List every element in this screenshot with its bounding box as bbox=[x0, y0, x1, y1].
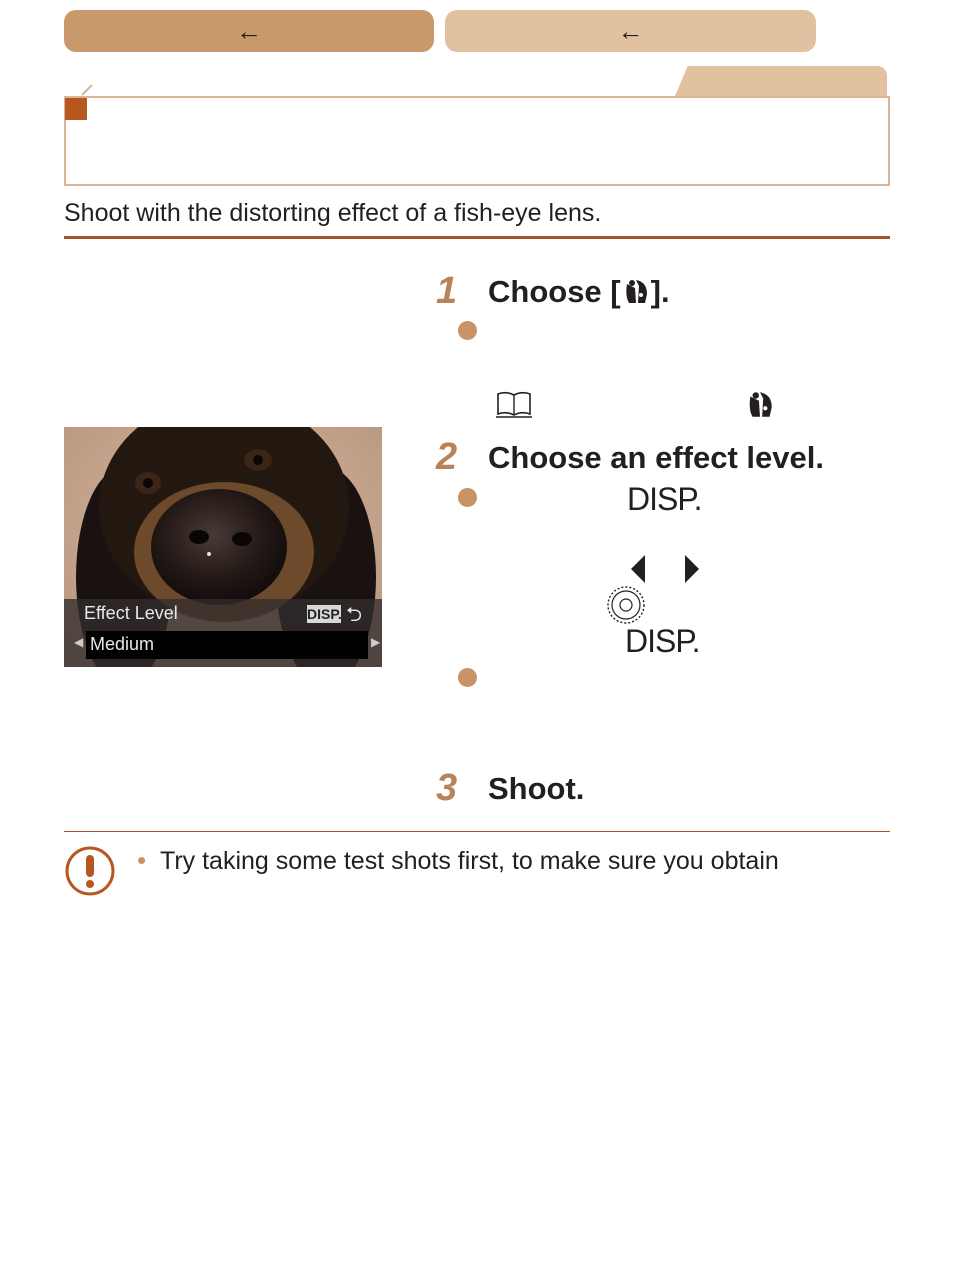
caution-icon bbox=[65, 846, 115, 896]
bullet-dot bbox=[458, 668, 477, 687]
section-title-box bbox=[64, 96, 890, 186]
disp-button-label: DISP. bbox=[627, 481, 702, 517]
caution-bullet: • bbox=[137, 845, 147, 875]
left-arrow-icon: ◀ bbox=[74, 635, 84, 649]
caution-text: Try taking some test shots first, to make sure you obtain bbox=[160, 847, 779, 875]
back-page-button[interactable] bbox=[445, 10, 816, 52]
effect-value: Medium bbox=[90, 634, 155, 654]
previous-page-button[interactable] bbox=[64, 10, 434, 52]
book-reference-icon bbox=[495, 389, 533, 419]
right-arrow-icon: ▶ bbox=[371, 635, 381, 649]
left-arrow-icon: ← bbox=[236, 16, 262, 46]
effect-level-label: Effect Level bbox=[84, 603, 178, 623]
section-tab bbox=[675, 66, 887, 96]
disp-button-label: DISP. bbox=[307, 606, 342, 622]
divider bbox=[64, 831, 890, 832]
left-right-buttons-icon bbox=[628, 553, 704, 585]
section-marker-icon bbox=[65, 98, 87, 120]
fish-eye-mode-icon bbox=[621, 276, 651, 306]
control-dial-icon bbox=[606, 585, 646, 625]
left-arrow-icon: ← bbox=[617, 16, 644, 46]
step-number-1: 1 bbox=[436, 270, 458, 312]
return-icon: ⮌ bbox=[346, 604, 363, 626]
disp-button-label: DISP. bbox=[625, 623, 700, 659]
bullet-dot bbox=[458, 488, 477, 507]
step-title-text: Choose [ bbox=[488, 274, 621, 309]
intro-text: Shoot with the distorting effect of a fish-eye lens. bbox=[64, 199, 602, 227]
divider bbox=[64, 236, 890, 239]
fish-eye-mode-icon bbox=[744, 388, 776, 420]
step-title-1 bbox=[488, 276, 670, 307]
step-number-2: 2 bbox=[436, 436, 458, 478]
step-title-2: Choose an effect level. bbox=[488, 440, 824, 475]
bullet-dot bbox=[458, 321, 477, 340]
step-title-suffix: ]. bbox=[650, 274, 670, 309]
step-number-3: 3 bbox=[436, 767, 458, 809]
step-title-3: Shoot. bbox=[488, 771, 585, 806]
camera-screen-image bbox=[64, 427, 382, 667]
section-marker-line bbox=[81, 84, 92, 95]
